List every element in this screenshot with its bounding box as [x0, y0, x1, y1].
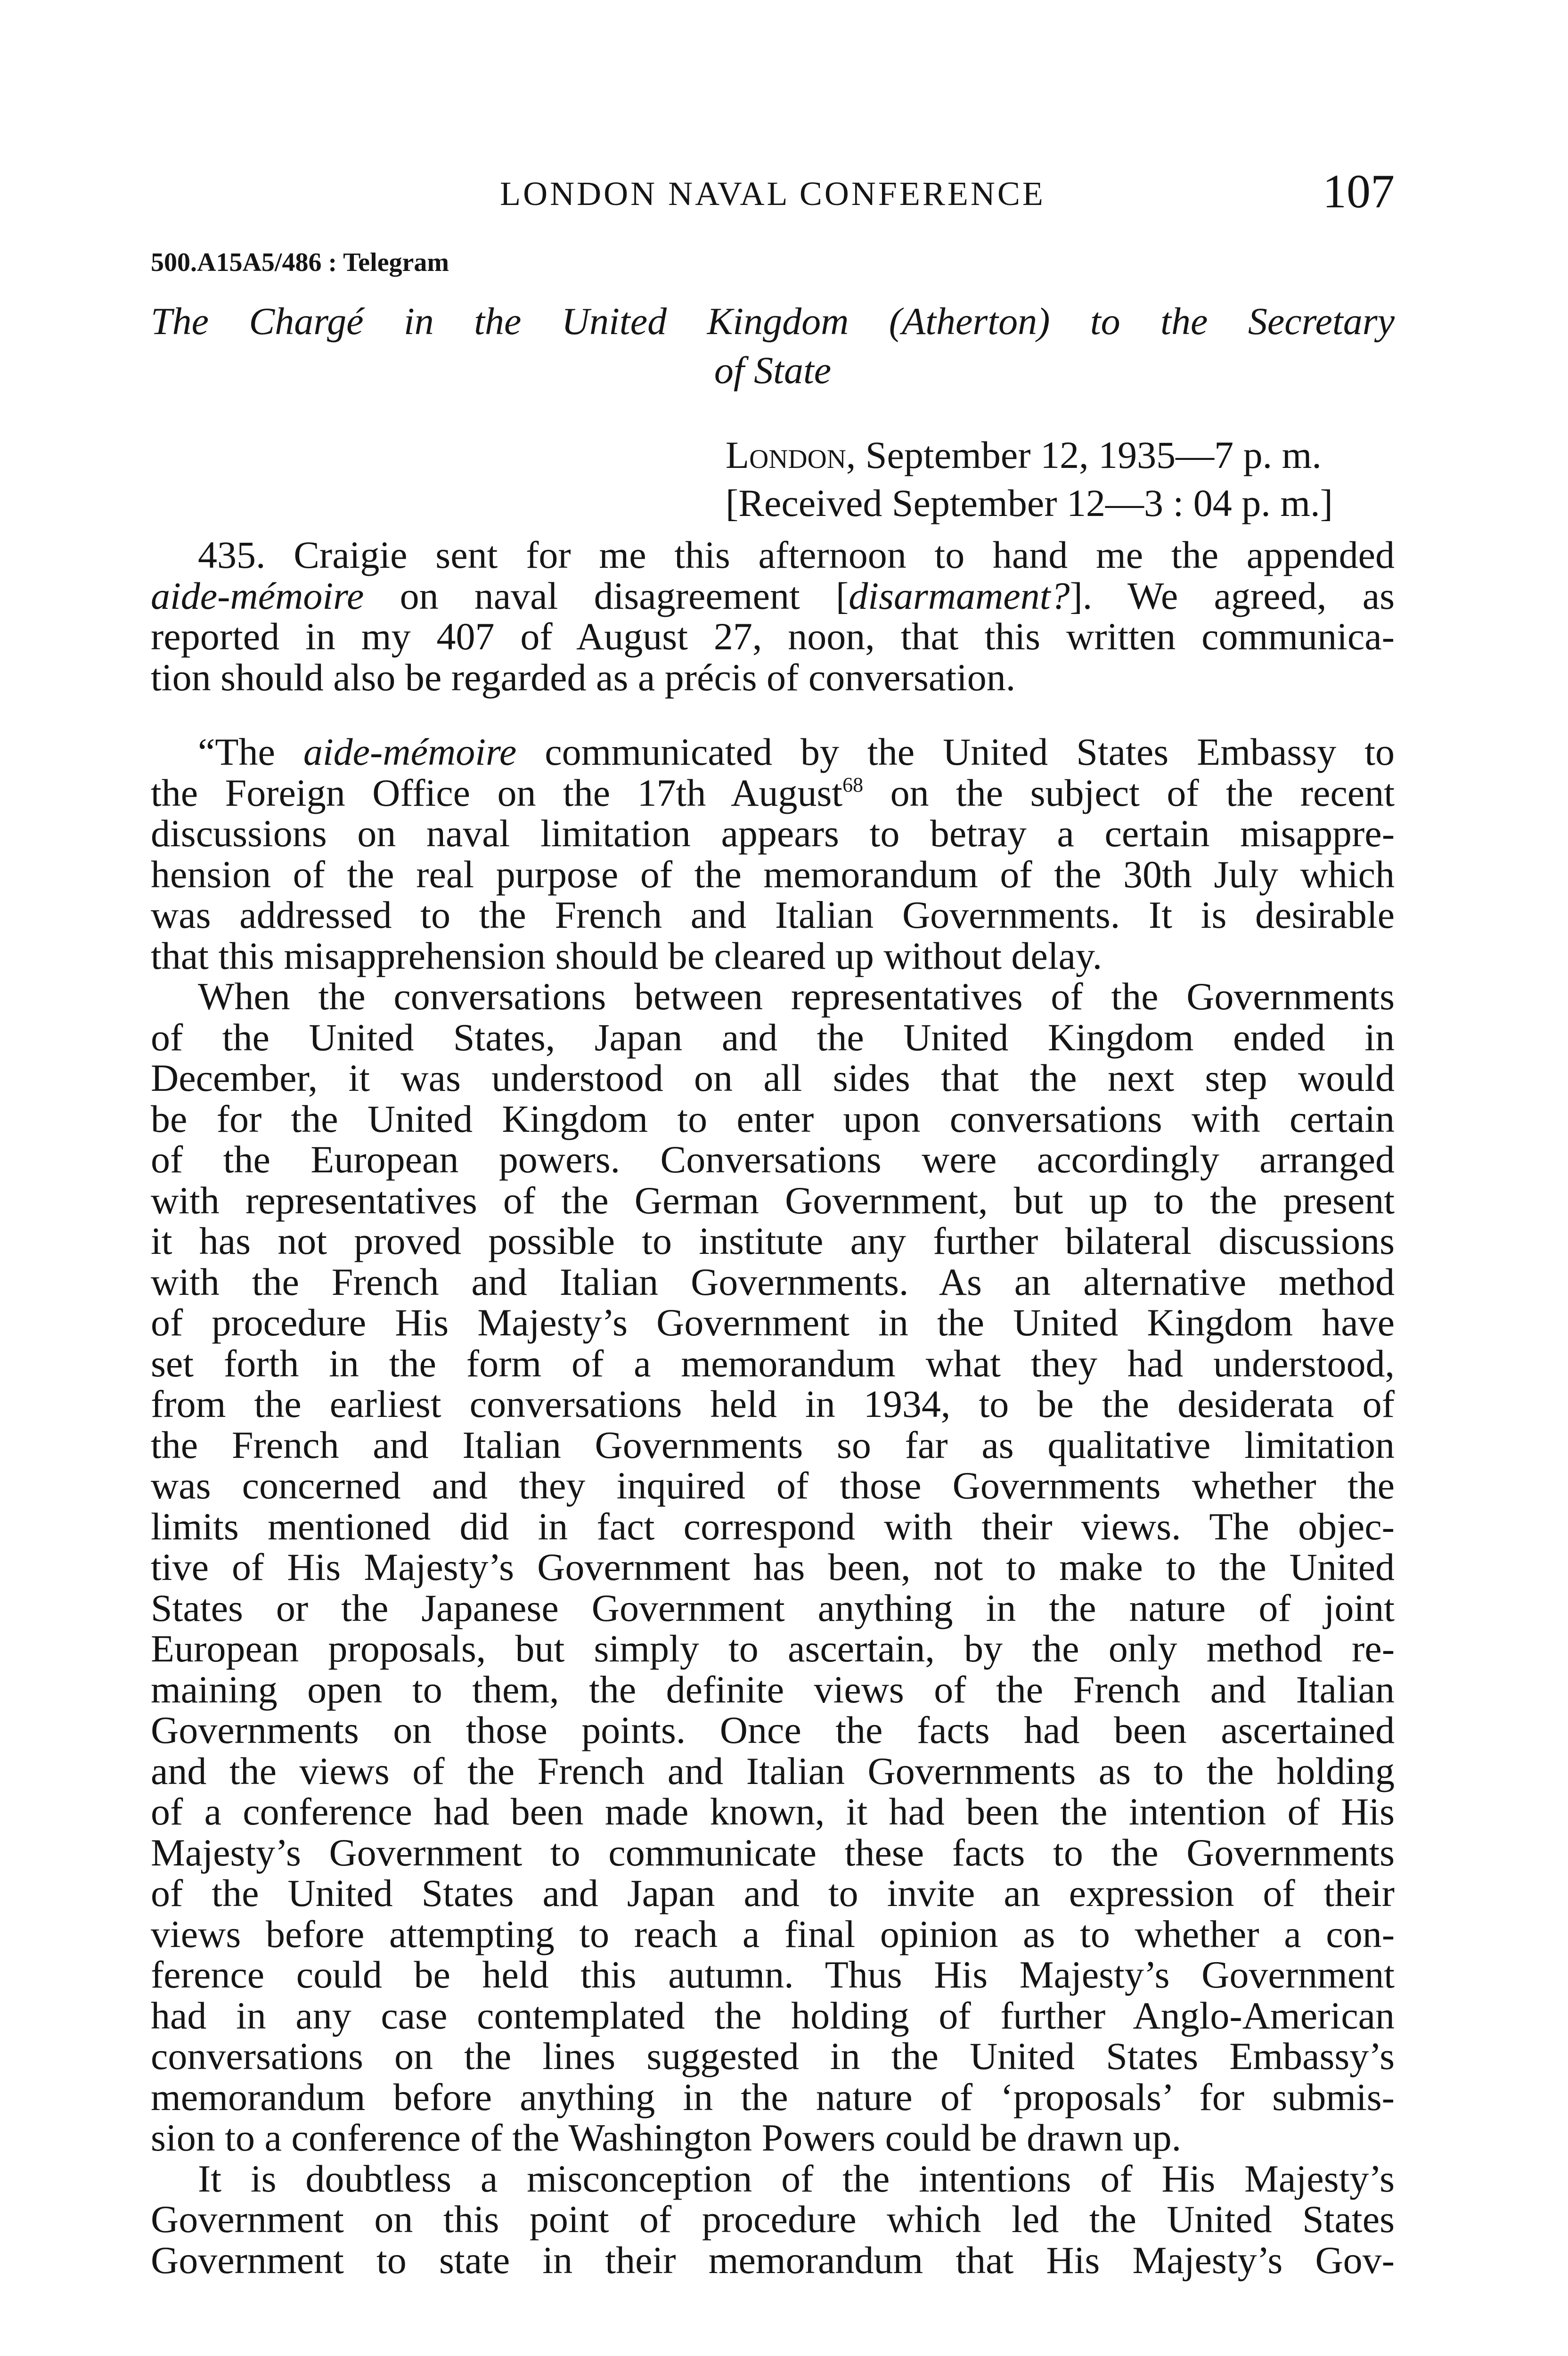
- text-line: discussions on naval limitation appears to betray a certain misappre-: [151, 812, 1395, 855]
- text-run: on the subject of the recent: [863, 771, 1395, 814]
- text-line: conversations on the lines suggested in the United States Embassy’s: [151, 2035, 1395, 2078]
- text-run: the Foreign Office on the 17th August: [151, 771, 843, 814]
- text-line: had in any case contemplated the holding of further Anglo-American: [151, 1994, 1395, 2037]
- text-line: sion to a conference of the Washington Powers could be drawn up.: [151, 2116, 1182, 2159]
- text-line: Government on this point of procedure which led the United States: [151, 2198, 1395, 2241]
- text-run: “The: [198, 730, 303, 773]
- title-line-1: The Chargé in the United Kingdom (Atherton) to the Secretary: [151, 300, 1395, 343]
- text-line: [151, 773, 1395, 814]
- text-line: It is doubtless a misconception of the intentions of His Majesty’s: [198, 2157, 1395, 2200]
- text-line: December, it was understood on all sides that the next step would: [151, 1056, 1395, 1099]
- text-line: of the United States and Japan and to invite an expression of their: [151, 1872, 1395, 1914]
- document-title: [151, 297, 1395, 395]
- text-line: limits mentioned did in fact correspond with their views. The objec-: [151, 1505, 1395, 1548]
- italic-term: aide-mémoire: [151, 574, 364, 617]
- running-title: LONDON NAVAL CONFERENCE: [500, 175, 1045, 213]
- text-line: of the United States, Japan and the United Kingdom ended in: [151, 1015, 1395, 1059]
- text-line: that this misapprehension should be cleared up without delay.: [151, 934, 1102, 977]
- text-line: views before attempting to reach a final opinion as to whether a con-: [151, 1912, 1395, 1955]
- text-line: [151, 732, 1395, 773]
- text-line: ference could be held this autumn. Thus His Majesty’s Government: [151, 1953, 1395, 1996]
- text-line: 435. Craigie sent for me this afternoon to hand me the appended: [198, 533, 1395, 576]
- text-run: on naval disagreement [: [364, 574, 849, 617]
- text-line: the French and Italian Governments so far as qualitative limitation: [151, 1423, 1395, 1466]
- text-line: When the conversations between representatives of the Governments: [198, 975, 1395, 1018]
- text-line: [151, 576, 1395, 617]
- text-line: was concerned and they inquired of those Governments whether the: [151, 1464, 1395, 1507]
- text-line: be for the United Kingdom to enter upon conversations with certain: [151, 1097, 1395, 1140]
- text-line: of procedure His Majesty’s Government in the United Kingdom have: [151, 1301, 1395, 1344]
- dateline-date: , September 12, 1935—7 p. m.: [846, 434, 1322, 476]
- italic-term: disarmament?: [849, 574, 1070, 617]
- running-head: [151, 165, 1395, 221]
- text-line: tive of His Majesty’s Government has been, not to make to the United: [151, 1546, 1395, 1588]
- letter-body: [151, 535, 1395, 2281]
- dateline-place: London: [726, 434, 846, 476]
- text-line: it has not proved possible to institute any further bilateral discussions: [151, 1219, 1395, 1262]
- text-line: European proposals, but simply to ascertain, by the only method re-: [151, 1627, 1395, 1670]
- text-line: hension of the real purpose of the memorandum of the 30th July which: [151, 852, 1395, 896]
- text-line: tion should also be regarded as a précis of conversation.: [151, 655, 1016, 699]
- text-line: States or the Japanese Government anything in the nature of joint: [151, 1586, 1395, 1629]
- text-line: of a conference had been made known, it had been the intention of His: [151, 1790, 1395, 1833]
- text-line: Government to state in their memorandum that His Majesty’s Gov-: [151, 2238, 1395, 2282]
- text-line: and the views of the French and Italian Governments as to the holding: [151, 1749, 1395, 1792]
- text-line: Majesty’s Government to communicate these facts to the Governments: [151, 1831, 1395, 1874]
- text-line: Governments on those points. Once the facts had been ascertained: [151, 1709, 1395, 1751]
- text-line: with representatives of the German Government, but up to the present: [151, 1178, 1395, 1222]
- title-line-2: of State: [714, 349, 832, 392]
- page-number: 107: [1323, 165, 1395, 218]
- text-line: maining open to them, the definite views of the French and Italian: [151, 1668, 1395, 1711]
- text-line: was addressed to the French and Italian Governments. It is desirable: [151, 893, 1395, 936]
- text-line: memorandum before anything in the nature of ‘proposals’ for submis-: [151, 2075, 1395, 2119]
- dateline-sent: [726, 431, 1333, 479]
- italic-term: aide-mémoire: [303, 730, 517, 773]
- dateline: [726, 431, 1333, 527]
- text-line: set forth in the form of a memorandum what they had understood,: [151, 1342, 1395, 1385]
- text-run: communicated by the United States Embassy to: [516, 730, 1395, 773]
- text-line: reported in my 407 of August 27, noon, that this written communica-: [151, 615, 1395, 658]
- footnote-ref: 68: [842, 773, 864, 796]
- dateline-received: [Received September 12—3 : 04 p. m.]: [726, 482, 1333, 524]
- text-line: of the European powers. Conversations were accordingly arranged: [151, 1138, 1395, 1181]
- text-line: from the earliest conversations held in 1934, to be the desiderata of: [151, 1383, 1395, 1425]
- text-line: with the French and Italian Governments. As an alternative method: [151, 1260, 1395, 1303]
- text-run: ]. We agreed, as: [1070, 574, 1395, 617]
- file-reference: 500.A15A5/486 : Telegram: [151, 248, 449, 277]
